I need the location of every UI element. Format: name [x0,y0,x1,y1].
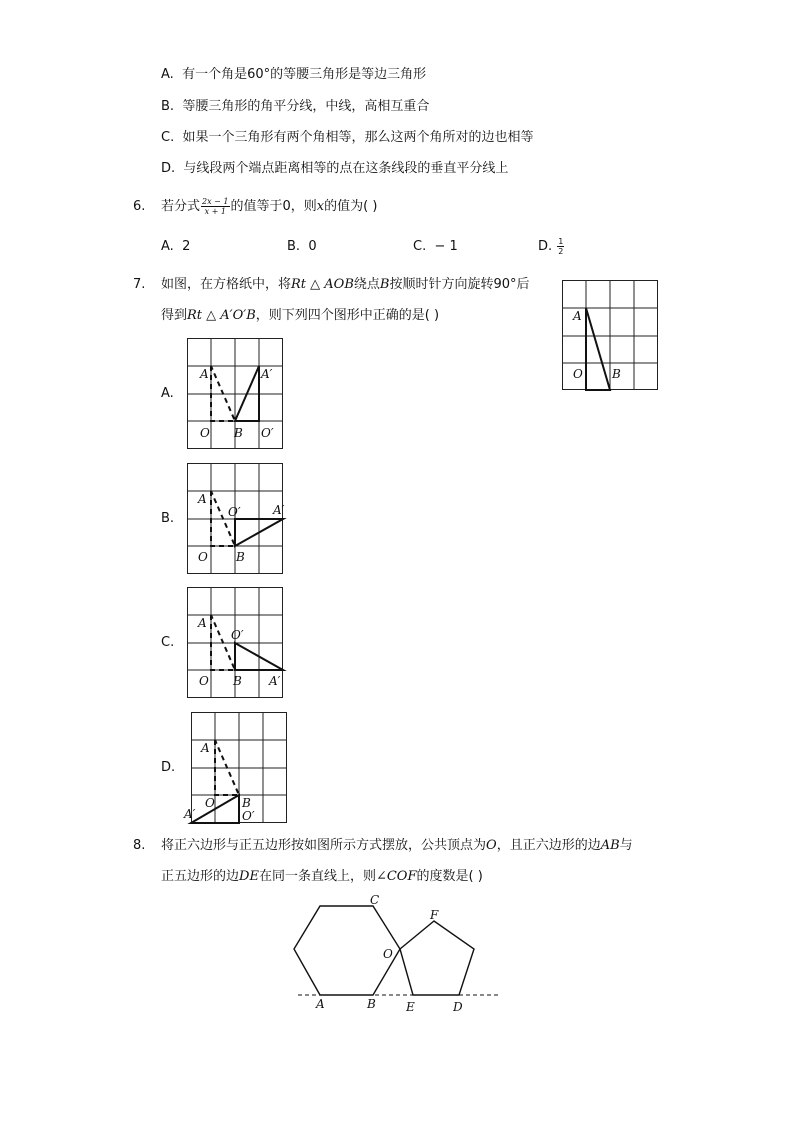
q8-label-e: E [406,1000,415,1014]
q7-line2-a: 得到 [161,308,188,323]
q5-option-c [161,129,534,147]
q7-a-label-a: A [200,367,209,381]
q5-option-a [161,66,426,84]
q6-option-b-value: 0 [308,239,317,254]
q7-line1-e: 按顺时针方向旋转90°后 [389,277,530,292]
q5-option-b-text: 等腰三角形的角平分线，中线，高相互重合 [182,99,430,114]
q7-b-label-b: B [236,550,245,564]
q7-option-b-letter: B. [161,511,175,526]
q7-option-b-figure [187,463,283,574]
q8-line1-e: 与 [619,838,633,853]
q7-d-label-a: A [201,741,210,755]
q7-line2 [161,307,439,325]
q7-reference-triangle [586,308,610,390]
q6-prefix: 若分式 [161,199,201,214]
q6-middle: 的值等于0，则 [230,199,317,214]
q8-label-o: O [383,947,393,961]
q7-d-label-o: O [205,796,215,810]
q7-option-a-figure [187,338,283,449]
q7-a-label-o: O [200,426,210,440]
q6-fraction-denominator: x + 1 [204,207,226,216]
q7-b-label-o: O [198,550,208,564]
q5-option-d-letter: D. [161,161,176,176]
q7-a-label-b: B [234,426,243,440]
q6-fraction-numerator: 2x − 1 [202,197,229,206]
q8-label-a: A [316,997,325,1011]
q7-triangle-a-prime: Rt △ A′O′B [187,308,256,323]
q7-b-label-o-prime: O′ [228,505,241,519]
q8-label-f: F [430,908,439,922]
q8-side-de: DE [239,869,259,884]
q8-label-d: D [453,1000,463,1014]
q8-pentagon [400,921,474,995]
q7-point-b: B [379,277,390,292]
q8-line1-a: 将正六边形与正五边形按如图所示方式摆放，公共顶点为 [161,838,487,853]
q6-option-c [413,238,458,256]
q7-b-label-a-prime: A′ [273,503,285,517]
q6-option-b [287,238,317,256]
q6-option-d-fraction [557,237,564,256]
q5-option-b [161,98,429,116]
q6-option-a-letter: A. [161,239,174,254]
q8-line1-c: ，且正六边形的边 [496,838,601,853]
q8-point-o: O [486,838,497,853]
q7-number: 7. [133,277,146,292]
q7-c-label-a: A [198,616,207,630]
q6-option-d-letter: D. [538,239,553,254]
q6-number: 6. [133,199,146,214]
q6-suffix: 的值为( ) [324,199,378,214]
q6-variable: x [316,199,325,214]
q8-label-b: B [367,997,376,1011]
q7-option-c-letter: C. [161,635,175,650]
q7-a-label-o-prime: O′ [261,426,274,440]
q7-ref-label-o: O [573,367,583,381]
q7-d-label-o-prime: O′ [242,809,255,823]
q7-option-a-letter: A. [161,386,174,401]
q7-reference-figure [562,280,658,390]
q6-stem [161,196,377,218]
q7-d-label-a-prime: A′ [184,807,196,821]
q7-c-label-o: O [199,674,209,688]
q7-ref-label-a: A [573,309,582,323]
q5-option-c-letter: C. [161,130,175,145]
q7-option-d-letter: D. [161,760,176,775]
q6-option-c-value: − 1 [434,239,458,254]
q8-label-c: C [370,893,380,907]
q6-fraction [201,197,229,216]
q5-option-d [161,160,508,178]
q6-option-d-denominator: 2 [558,247,564,256]
q7-line1-a: 如图，在方格纸中，将 [161,277,292,292]
q7-c-label-b: B [233,674,242,688]
q7-line2-c: ，则下列四个图形中正确的是( ) [255,308,440,323]
q8-line2-e: 的度数是( ) [416,869,483,884]
q8-angle-cof: ∠COF [375,869,417,884]
q8-line1 [161,837,633,855]
q6-option-b-letter: B. [287,239,301,254]
q8-side-ab: AB [600,838,620,853]
q7-ref-label-b: B [612,367,621,381]
q7-c-label-o-prime: O′ [231,628,244,642]
q8-number: 8. [133,838,146,853]
q6-option-d [538,236,565,258]
q8-line2-a: 正五边形的边 [161,869,240,884]
q7-option-d-figure [184,712,287,823]
q7-b-label-a: A [198,492,207,506]
q5-option-b-letter: B. [161,99,175,114]
q7-a-label-a-prime: A′ [261,367,273,381]
q7-line1-c: 绕点 [353,277,380,292]
q7-line1 [161,276,530,294]
q7-option-c-figure [187,587,283,698]
q5-option-a-letter: A. [161,67,174,82]
q8-figure [290,890,510,1015]
q7-d-label-b: B [242,796,251,810]
q7-c-label-a-prime: A′ [269,674,281,688]
q6-option-a [161,238,190,256]
q5-option-a-text: 有一个角是60°的等腰三角形是等边三角形 [182,67,427,82]
q8-line2 [161,868,483,886]
q6-option-d-numerator: 1 [558,237,564,246]
q7-triangle-aob: Rt △ AOB [291,277,354,292]
q6-option-a-value: 2 [182,239,191,254]
q6-option-c-letter: C. [413,239,427,254]
q8-line2-c: 在同一条直线上，则 [258,869,376,884]
q5-option-c-text: 如果一个三角形有两个角相等，那么这两个角所对的边也相等 [182,130,534,145]
q5-option-d-text: 与线段两个端点距离相等的点在这条线段的垂直平分线上 [183,161,509,176]
